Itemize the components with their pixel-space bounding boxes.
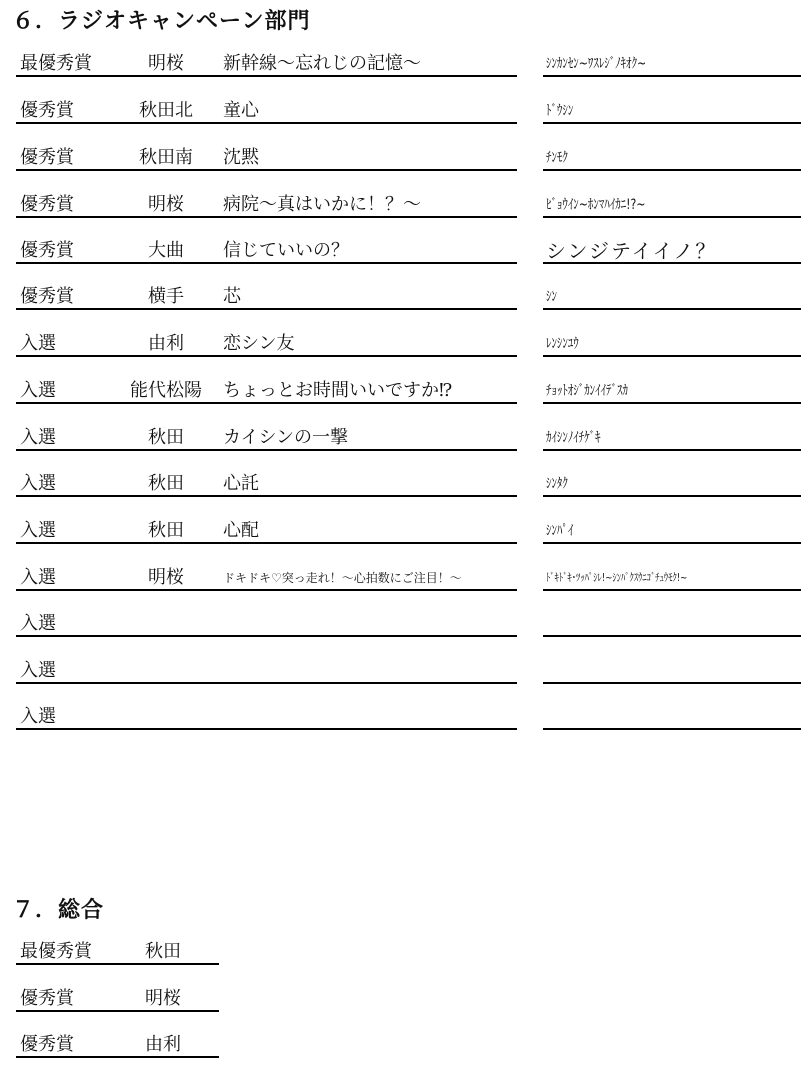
underline <box>16 1010 219 1012</box>
school-name: 横手 <box>148 286 184 307</box>
underline-right <box>543 635 801 637</box>
table-row <box>0 327 809 357</box>
award-label: 入選 <box>20 520 56 541</box>
award-label: 優秀賞 <box>20 147 74 168</box>
underline-left <box>16 216 517 218</box>
table-row <box>0 421 809 451</box>
entry-reading: ｼﾝｶﾝｾﾝ~ﾜｽﾚｼﾞﾉｷｵｸ~ <box>546 56 647 72</box>
entry-reading: ﾄﾞｷﾄﾞｷ･ﾂｯﾊﾟｼﾚ!~ｼﾝﾊﾟｸｽｳﾆｺﾞﾁｭｳﾓｸ!~ <box>546 571 688 584</box>
underline-right <box>543 308 801 310</box>
entry-title: 新幹線～忘れじの記憶～ <box>223 53 421 74</box>
underline-right <box>543 355 801 357</box>
entry-reading: ﾋﾞｮｳｲﾝ~ﾎﾝﾏﾊｲｶﾆ!?~ <box>546 197 646 213</box>
award-label: 優秀賞 <box>20 988 74 1009</box>
underline-left <box>16 728 517 730</box>
school-name: 秋田北 <box>139 100 193 121</box>
award-label: 優秀賞 <box>20 286 74 307</box>
table-row <box>0 188 809 218</box>
underline-right <box>543 216 801 218</box>
underline-left <box>16 169 517 171</box>
underline-left <box>16 308 517 310</box>
award-label: 入選 <box>20 380 56 401</box>
award-label: 入選 <box>20 427 56 448</box>
table-row <box>0 1028 809 1058</box>
table-row <box>0 514 809 544</box>
table-row <box>0 607 809 637</box>
underline-left <box>16 635 517 637</box>
school-name: 秋田 <box>148 473 184 494</box>
award-label: 最優秀賞 <box>20 941 92 962</box>
table-row <box>0 141 809 171</box>
table-row <box>0 700 809 730</box>
award-label: 入選 <box>20 613 56 634</box>
school-name: 大曲 <box>148 240 184 261</box>
school-name: 明桜 <box>145 988 181 1009</box>
entry-title: 心配 <box>223 520 259 541</box>
school-name: 秋田 <box>148 427 184 448</box>
underline-right <box>543 495 801 497</box>
school-name: 由利 <box>148 333 184 354</box>
award-label: 入選 <box>20 706 56 727</box>
table-row <box>0 467 809 497</box>
school-name: 秋田 <box>148 520 184 541</box>
entry-reading: ｶｲｼﾝﾉｲﾁｹﾞｷ <box>546 430 601 446</box>
award-label: 優秀賞 <box>20 194 74 215</box>
award-label: 優秀賞 <box>20 1034 74 1055</box>
underline-left <box>16 682 517 684</box>
underline-left <box>16 449 517 451</box>
underline-left <box>16 262 517 264</box>
underline-left <box>16 75 517 77</box>
award-label: 入選 <box>20 567 56 588</box>
entry-title: 童心 <box>223 100 259 121</box>
entry-title: ちょっとお時間いいですか⁉ <box>223 380 453 401</box>
table-row <box>0 280 809 310</box>
underline <box>16 1056 219 1058</box>
award-label: 入選 <box>20 333 56 354</box>
table-row <box>0 374 809 404</box>
entry-reading: ｼﾝ <box>546 289 557 305</box>
underline-left <box>16 355 517 357</box>
entry-reading: ﾚﾝｼﾝﾕｳ <box>546 336 579 352</box>
section-7-heading: ７．総合 <box>12 898 105 923</box>
award-label: 入選 <box>20 473 56 494</box>
table-row <box>0 47 809 77</box>
entry-reading: ﾄﾞｳｼﾝ <box>546 103 574 119</box>
entry-title: 恋シン友 <box>223 333 295 354</box>
school-name: 秋田南 <box>139 147 193 168</box>
entry-title: ドキドキ♡突っ走れ！～心拍数にご注目！～ <box>223 571 462 585</box>
entry-title: カイシンの一撃 <box>223 427 349 448</box>
entry-reading: ﾁｮｯﾄｵｼﾞｶﾝｲｲﾃﾞｽｶ <box>546 383 628 399</box>
award-label: 優秀賞 <box>20 100 74 121</box>
school-name: 由利 <box>145 1034 181 1055</box>
entry-title: 芯 <box>223 286 241 307</box>
underline-right <box>543 169 801 171</box>
table-row <box>0 561 809 591</box>
school-name: 明桜 <box>148 567 184 588</box>
table-row <box>0 654 809 684</box>
underline-right <box>543 449 801 451</box>
entry-reading: ﾁﾝﾓｸ <box>546 150 568 166</box>
underline-right <box>543 682 801 684</box>
award-label: 入選 <box>20 660 56 681</box>
entry-title: 信じていいの？ <box>223 240 349 261</box>
underline-left <box>16 542 517 544</box>
school-name: 明桜 <box>148 194 184 215</box>
section-6-heading: ６．ラジオキャンペーン部門 <box>12 9 311 34</box>
underline-right <box>543 75 801 77</box>
school-name: 明桜 <box>148 53 184 74</box>
underline <box>16 963 219 965</box>
entry-title: 病院～真はいかに！？～ <box>223 194 421 215</box>
underline-left <box>16 495 517 497</box>
underline-right <box>543 262 801 264</box>
underline-left <box>16 122 517 124</box>
underline-right <box>543 589 801 591</box>
underline-right <box>543 542 801 544</box>
entry-title: 沈黙 <box>223 147 259 168</box>
school-name: 秋田 <box>145 941 181 962</box>
underline-left <box>16 402 517 404</box>
underline-right <box>543 122 801 124</box>
underline-right <box>543 402 801 404</box>
award-label: 最優秀賞 <box>20 53 92 74</box>
underline-right <box>543 728 801 730</box>
underline-left <box>16 589 517 591</box>
entry-reading: シンジテイイノ？ <box>546 240 718 262</box>
entry-title: 心託 <box>223 473 259 494</box>
table-row <box>0 982 809 1012</box>
school-name: 能代松陽 <box>130 380 202 401</box>
table-row <box>0 935 809 965</box>
entry-reading: ｼﾝﾀｸ <box>546 476 568 492</box>
award-label: 優秀賞 <box>20 240 74 261</box>
entry-reading: ｼﾝﾊﾟｲ <box>546 523 574 539</box>
table-row <box>0 94 809 124</box>
table-row <box>0 234 809 264</box>
